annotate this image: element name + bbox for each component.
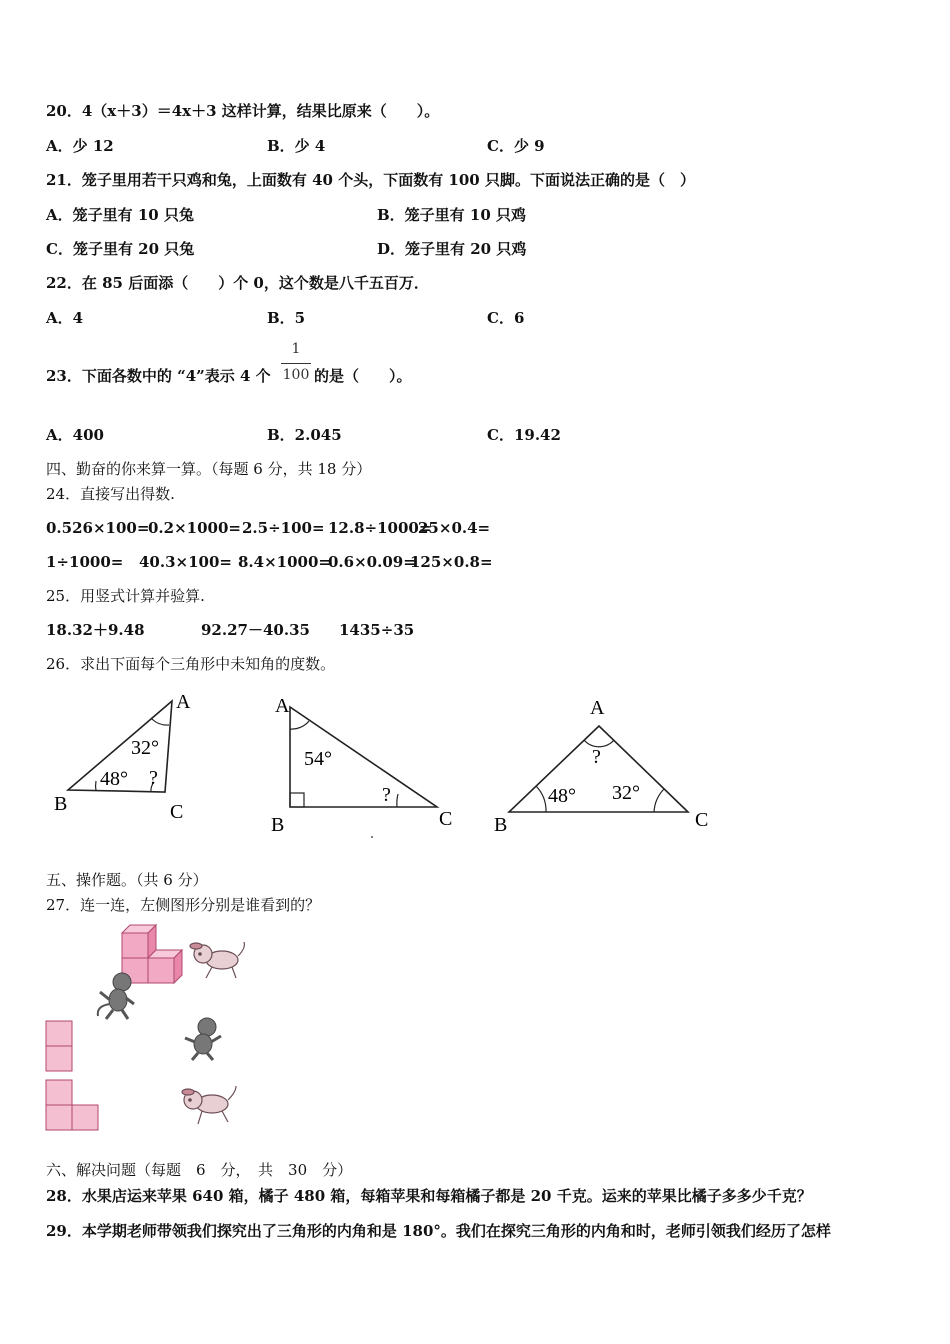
q20-option-a: A．少 12: [46, 137, 114, 155]
tri3-label-c: C: [695, 809, 709, 831]
q23-fraction-denominator: 100: [282, 367, 310, 383]
q23-stem-before: 23．下面各数中的 “4”表示 4 个: [46, 367, 271, 385]
q25-item-2: 92.27－40.35: [201, 621, 310, 639]
q24-expr-1: 0.526×100=: [46, 519, 150, 537]
q24-expr-9: 0.6×0.09=: [328, 553, 416, 571]
dog-icon: [190, 942, 244, 978]
q24-expr-2: 0.2×1000=: [148, 519, 241, 537]
q25-item-3: 1435÷35: [339, 621, 415, 639]
q25-item-1: 18.32＋9.48: [46, 621, 145, 639]
q29-stem: 29．本学期老师带领我们探究出了三角形的内角和是 180°。我们在探究三角形的内角和时，老师引领我们经历了怎样: [46, 1222, 831, 1240]
q24-expr-8: 8.4×1000=: [238, 553, 331, 571]
cube-stack: [122, 925, 182, 983]
tri3-angle-b: 48°: [548, 785, 576, 807]
triangle-2: [271, 695, 452, 838]
q24-expr-6: 1÷1000=: [46, 553, 124, 571]
section-4-title: 四、勤奋的你来算一算。（每题 6 分，共 18 分）: [46, 460, 372, 478]
tri3-label-a: A: [590, 697, 605, 719]
q24-expr-3: 2.5÷100=: [242, 519, 325, 537]
tri1-angle-a: 32°: [131, 737, 159, 759]
q27-figures: [0, 920, 300, 1140]
q20-stem: 20．4（x＋3）＝4x＋3 这样计算，结果比原来（ ）。: [46, 102, 440, 120]
q23-fraction-numerator: 1: [291, 341, 301, 357]
q25-stem: 25．用竖式计算并验算.: [46, 587, 205, 605]
triangle-3: [494, 697, 708, 836]
q27-stem: 27．连一连，左侧图形分别是谁看到的？: [46, 896, 321, 914]
q22-option-c: C．6: [487, 309, 525, 327]
q21-option-d: D．笼子里有 20 只鸡: [377, 240, 527, 258]
q23-fraction-bar: [281, 363, 311, 364]
q23-option-c: C．19.42: [487, 426, 561, 444]
tri2-angle-c: ?: [382, 784, 391, 806]
q23-option-a: A．400: [46, 426, 104, 444]
q24-expr-5: 25×0.4=: [418, 519, 491, 537]
section-5-title: 五、操作题。（共 6 分）: [46, 871, 208, 889]
tri3-angle-a: ?: [592, 746, 601, 768]
tri1-angle-b: 48°: [100, 768, 128, 790]
q21-option-b: B．笼子里有 10 只鸡: [377, 206, 526, 224]
q24-stem: 24．直接写出得数.: [46, 485, 175, 503]
tri2-angle-a: 54°: [304, 748, 332, 770]
tri1-angle-c: ?: [149, 767, 158, 789]
q22-option-b: B．5: [267, 309, 306, 327]
q24-expr-10: 125×0.8=: [410, 553, 493, 571]
tri2-label-b: B: [271, 814, 285, 836]
tri1-label-a: A: [176, 691, 191, 713]
q26-stem: 26．求出下面每个三角形中未知角的度数。: [46, 655, 336, 673]
section-6-title: 六、解决问题（每题 6 分， 共 30 分）: [46, 1161, 353, 1179]
dog-icon-2: [182, 1086, 236, 1124]
q23-option-b: B．2.045: [267, 426, 342, 444]
q22-option-a: A．4: [46, 309, 84, 327]
tri2-label-a: A: [275, 695, 290, 717]
q21-stem: 21．笼子里用若干只鸡和兔，上面数有 40 个头，下面数有 100 只脚。下面说法正确的是（ ）: [46, 171, 695, 189]
tri1-label-b: B: [54, 793, 68, 815]
q21-option-a: A．笼子里有 10 只兔: [46, 206, 194, 224]
tri3-angle-c: 32°: [612, 782, 640, 804]
monkey-icon: [98, 973, 134, 1019]
q28-stem: 28．水果店运来苹果 640 箱，橘子 480 箱，每箱苹果和每箱橘子都是 20 千克。运来的苹果比橘子多多少千克？: [46, 1187, 812, 1205]
triangle-figures: [0, 685, 950, 845]
tri3-label-b: B: [494, 814, 508, 836]
view-shape-1: [46, 1021, 72, 1071]
triangle-1: [54, 691, 191, 823]
q20-option-b: B．少 4: [267, 137, 326, 155]
q23-stem-after: 的是（ ）。: [314, 367, 412, 385]
q21-option-c: C．笼子里有 20 只兔: [46, 240, 195, 258]
tri1-label-c: C: [170, 801, 184, 823]
q24-expr-7: 40.3×100=: [139, 553, 232, 571]
view-shape-2: [46, 1080, 98, 1130]
q20-option-c: C．少 9: [487, 137, 545, 155]
monkey-icon-2: [185, 1018, 221, 1060]
q24-expr-4: 12.8÷1000=: [328, 519, 432, 537]
tri2-label-c: C: [439, 808, 453, 830]
q22-stem: 22．在 85 后面添（ ）个 0，这个数是八千五百万．: [46, 274, 429, 292]
